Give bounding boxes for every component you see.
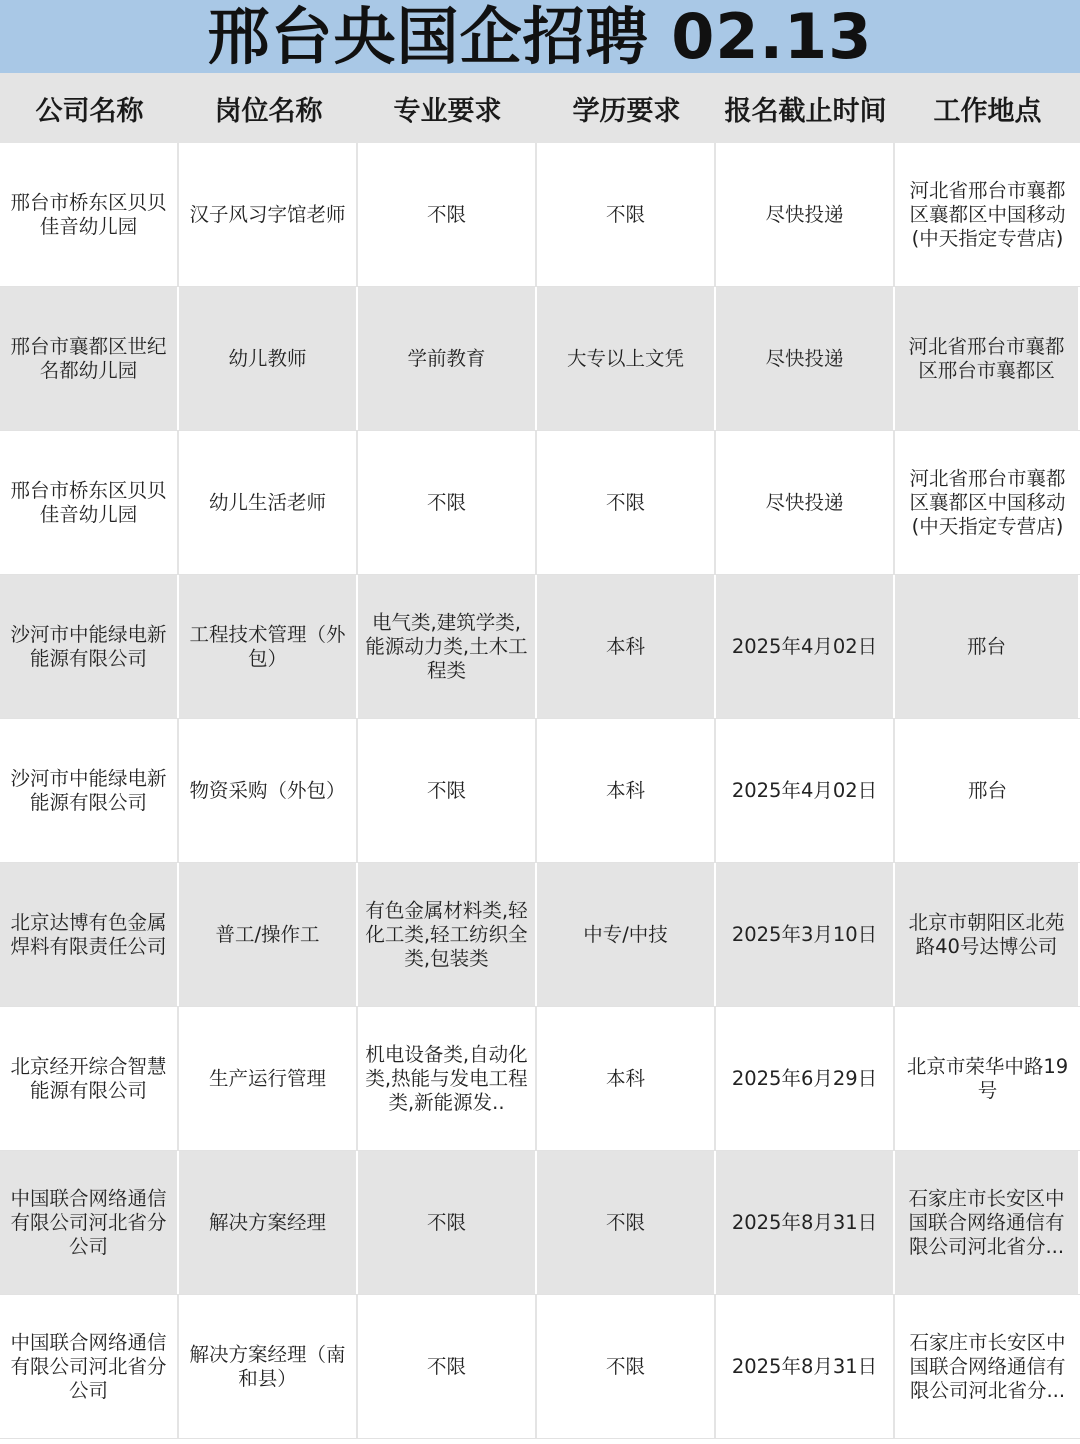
- cell-major: 有色金属材料类,轻化工类,轻工纺织全类,包装类: [358, 863, 537, 1006]
- cell-company: 中国联合网络通信有限公司河北省分公司: [0, 1295, 179, 1438]
- cell-company: 北京经开综合智慧能源有限公司: [0, 1007, 179, 1150]
- cell-major: 不限: [358, 719, 537, 862]
- cell-position: 解决方案经理: [179, 1151, 358, 1294]
- cell-position: 生产运行管理: [179, 1007, 358, 1150]
- cell-deadline: 尽快投递: [716, 143, 895, 286]
- cell-location: 河北省邢台市襄都区襄都区中国移动(中天指定专营店): [909, 466, 1066, 538]
- table-row: [0, 1295, 1080, 1439]
- cell-major: 机电设备类,自动化类,热能与发电工程类,新能源发..: [358, 1007, 537, 1150]
- table-row: [0, 1151, 1080, 1295]
- table-row: [0, 143, 1080, 287]
- cell-education: 不限: [537, 1151, 716, 1294]
- cell-location: 河北省邢台市襄都区邢台市襄都区: [895, 287, 1080, 430]
- header-education: 学历要求: [572, 95, 681, 127]
- cell-education: 不限: [537, 431, 716, 574]
- cell-education: 本科: [537, 719, 716, 862]
- cell-location: 北京市朝阳区北苑路40号达博公司: [895, 863, 1080, 1006]
- cell-location: 石家庄市长安区中国联合网络通信有限公司河北省分...: [909, 1330, 1066, 1402]
- cell-education: 不限: [537, 1295, 716, 1438]
- cell-location: 北京市荣华中路19号: [906, 1054, 1069, 1102]
- cell-location: 邢台: [895, 575, 1080, 718]
- cell-company: 沙河市中能绿电新能源有限公司: [0, 719, 179, 862]
- cell-major: 不限: [358, 1151, 537, 1294]
- cell-deadline: 2025年8月31日: [716, 1151, 895, 1294]
- cell-major: 不限: [358, 1295, 537, 1438]
- cell-position: 幼儿教师: [179, 287, 358, 430]
- header-deadline: 报名截止时间: [724, 95, 887, 127]
- table-row: [0, 1007, 1080, 1151]
- header-position: 岗位名称: [214, 95, 323, 127]
- cell-major: 学前教育: [358, 287, 537, 430]
- cell-deadline: 2025年3月10日: [716, 863, 895, 1006]
- page-title: 邢台央国企招聘 02.13: [207, 0, 873, 73]
- cell-deadline: 2025年4月02日: [716, 719, 895, 862]
- cell-position: 物资采购（外包）: [179, 719, 358, 862]
- cell-major: 不限: [358, 143, 537, 286]
- cell-location: 石家庄市长安区中国联合网络通信有限公司河北省分...: [895, 1151, 1080, 1294]
- cell-deadline: 尽快投递: [716, 287, 895, 430]
- cell-company: 邢台市襄都区世纪名都幼儿园: [0, 287, 179, 430]
- cell-location: 邢台: [967, 778, 1007, 802]
- title-bar: [0, 0, 1080, 73]
- cell-company: 邢台市桥东区贝贝佳音幼儿园: [0, 431, 179, 574]
- cell-deadline: 2025年6月29日: [716, 1007, 895, 1150]
- table-header: [0, 73, 1080, 143]
- cell-company: 北京达博有色金属焊料有限责任公司: [0, 863, 179, 1006]
- cell-education: 本科: [537, 575, 716, 718]
- cell-education: 本科: [537, 1007, 716, 1150]
- header-major: 专业要求: [393, 95, 502, 127]
- cell-deadline: 2025年4月02日: [716, 575, 895, 718]
- cell-company: 邢台市桥东区贝贝佳音幼儿园: [0, 143, 179, 286]
- cell-position: 幼儿生活老师: [179, 431, 358, 574]
- header-location: 工作地点: [933, 95, 1042, 127]
- cell-position: 汉子风习字馆老师: [179, 143, 358, 286]
- cell-deadline: 2025年8月31日: [716, 1295, 895, 1438]
- cell-position: 普工/操作工: [179, 863, 358, 1006]
- cell-position: 工程技术管理（外包）: [179, 575, 358, 718]
- cell-location: 河北省邢台市襄都区襄都区中国移动(中天指定专营店): [909, 178, 1066, 250]
- cell-company: 中国联合网络通信有限公司河北省分公司: [0, 1151, 179, 1294]
- cell-position: 解决方案经理（南和县）: [179, 1295, 358, 1438]
- cell-education: 大专以上文凭: [537, 287, 716, 430]
- cell-education: 中专/中技: [537, 863, 716, 1006]
- header-company: 公司名称: [35, 95, 144, 127]
- table-row: [0, 863, 1080, 1007]
- table-body: [0, 143, 1080, 1439]
- cell-major: 电气类,建筑学类,能源动力类,土木工程类: [358, 575, 537, 718]
- cell-major: 不限: [358, 431, 537, 574]
- cell-education: 不限: [537, 143, 716, 286]
- table-row: [0, 575, 1080, 719]
- cell-company: 沙河市中能绿电新能源有限公司: [0, 575, 179, 718]
- table-row: [0, 719, 1080, 863]
- table-row: [0, 287, 1080, 431]
- cell-deadline: 尽快投递: [716, 431, 895, 574]
- table-row: [0, 431, 1080, 575]
